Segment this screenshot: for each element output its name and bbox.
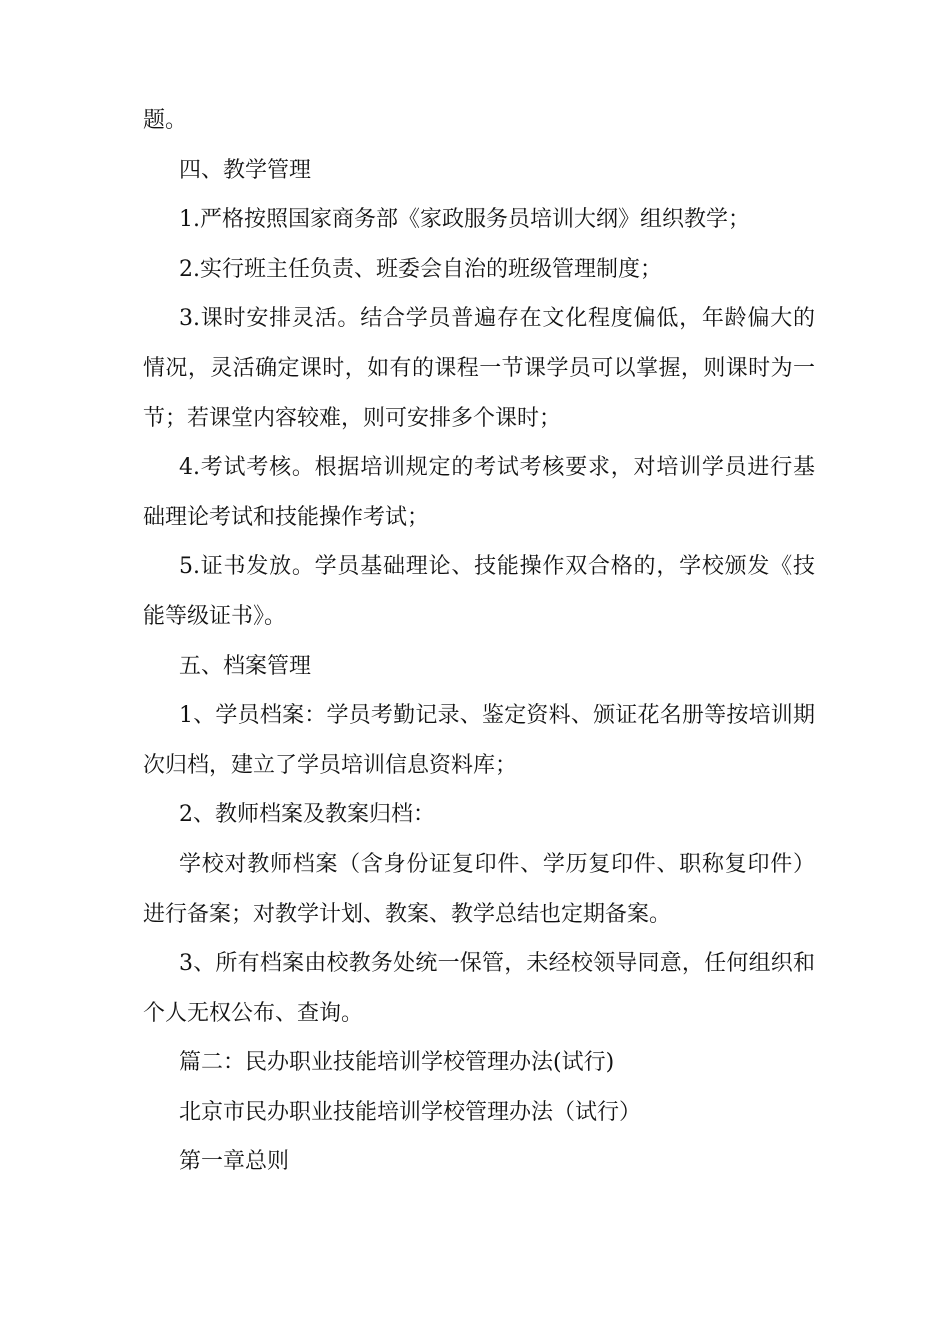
text-line: 次归档，建立了学员培训信息资料库； <box>143 752 518 778</box>
text-line: 3、所有档案由校教务处统一保管，未经校领导同意，任何组织和 <box>179 951 815 977</box>
text-line: 能等级证书》。 <box>143 603 287 629</box>
document-body <box>143 96 823 1187</box>
chapter-heading: 第一章总则 <box>179 1149 290 1175</box>
section-heading-teaching-management: 四、教学管理 <box>179 157 312 183</box>
text-line: 1.严格按照国家商务部《家政服务员培训大纲》组织教学； <box>179 207 750 233</box>
text-line: 情况，灵活确定课时，如有的课程一节课学员可以掌握，则课时为一 <box>143 355 815 381</box>
text-line: 4.考试考核。根据培训规定的考试考核要求，对培训学员进行基 <box>179 455 815 481</box>
text-line: 2.实行班主任负责、班委会自治的班级管理制度； <box>179 256 662 282</box>
text-line: 节；若课堂内容较难，则可安排多个课时； <box>143 405 562 431</box>
text-line: 2、教师档案及教案归档： <box>179 802 435 828</box>
text-line: 进行备案；对教学计划、教案、教学总结也定期备案。 <box>143 901 672 927</box>
text-line: 题。 <box>143 108 188 133</box>
text-line: 3.课时安排灵活。结合学员普遍存在文化程度偏低，年龄偏大的 <box>179 306 815 332</box>
regulation-title: 北京市民办职业技能培训学校管理办法（试行） <box>179 1099 642 1125</box>
text-line: 个人无权公布、查询。 <box>143 1000 364 1026</box>
text-line: 础理论考试和技能操作考试； <box>143 504 430 530</box>
text-line: 学校对教师档案（含身份证复印件、学历复印件、职称复印件） <box>179 851 815 877</box>
text-line: 5.证书发放。学员基础理论、技能操作双合格的，学校颁发《技 <box>179 554 815 580</box>
section-heading-archive-management: 五、档案管理 <box>179 653 312 679</box>
article-title: 篇二：民办职业技能培训学校管理办法(试行) <box>179 1050 615 1076</box>
text-line: 1、学员档案：学员考勤记录、鉴定资料、颁证花名册等按培训期 <box>179 703 815 729</box>
